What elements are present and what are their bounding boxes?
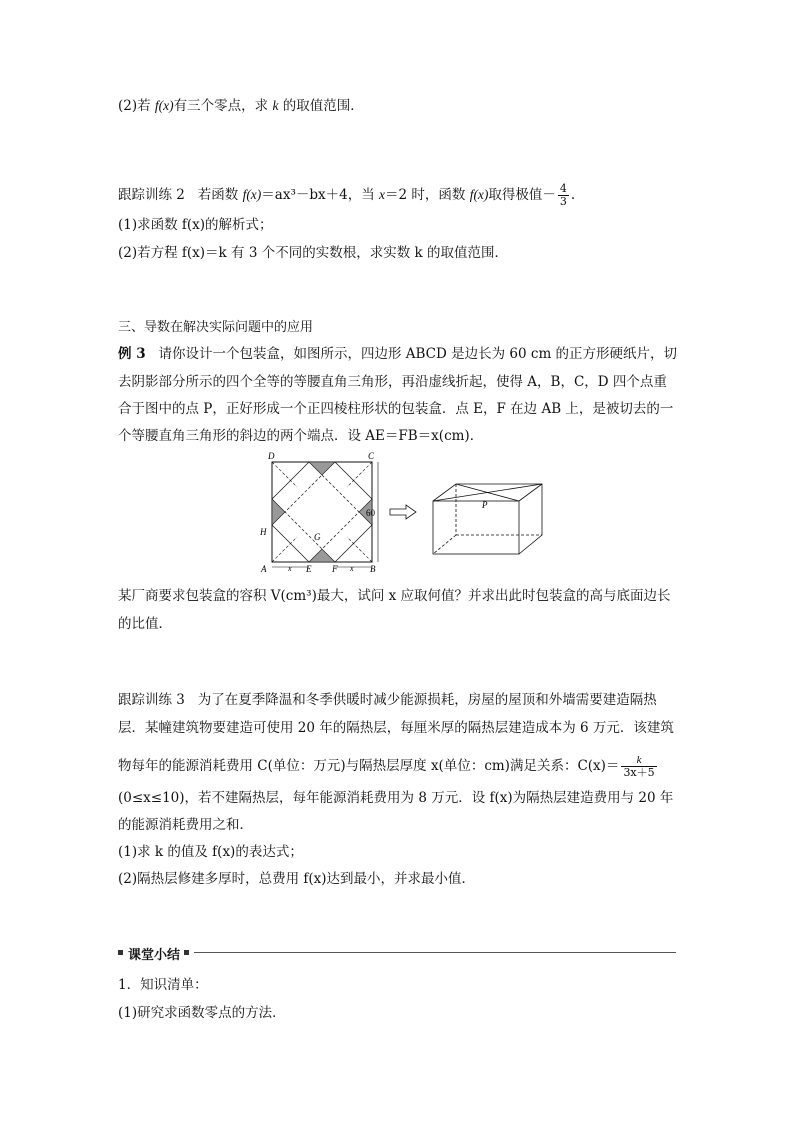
label-D: D (268, 451, 275, 461)
summary-title: 课堂小结 (128, 948, 181, 963)
example3-line3: 合于图中的点 P，正好形成一个正四棱柱形状的包装盒．点 E，F 在边 AB 上，是被切去的一 (118, 401, 674, 417)
label-A: A (261, 564, 267, 574)
fraction-four-thirds: $\frac{4}{3}$ (559, 182, 567, 208)
divider (194, 952, 676, 953)
fold-line-diamond (285, 475, 359, 549)
training2-statement: 跟踪训练 2 若函数 f(x)＝ax³－bx＋4，当 x＝2 时，函数 f(x)取得极值－ $\frac{4}{3}$ . (118, 182, 576, 208)
label-G: G (314, 532, 321, 542)
training3-line2: 层．某幢建筑物要建造可使用 20 年的隔热层，每厘米厚的隔热层建造成本为 6 万元．该建筑 (118, 720, 674, 736)
bullet-square-icon (184, 950, 189, 955)
box-folding-figure (250, 450, 550, 578)
training3-line3: 物每年的能源消耗费用 C(单位：万元)与隔热层厚度 x(单位：cm)满足关系：C(x)＝ $\frac{k}{3x+5}$ (118, 754, 655, 779)
training2-q1: (1)求函数 f(x)的解析式； (118, 217, 273, 233)
training2-label: 跟踪训练 2 (118, 187, 185, 203)
training3-q1: (1)求 k 的值及 f(x)的表达式； (118, 844, 303, 860)
shaded-triangle-top (309, 462, 335, 475)
example3-label: 例 3 (118, 346, 146, 362)
prism-box (433, 484, 542, 554)
section3-title: 三、导数在解决实际问题中的应用 (118, 320, 314, 335)
example3-after1: 某厂商要求包装盒的容积 V(cm³)最大，试问 x 应取何值？并求出此时包装盒的高与底面边长 (118, 588, 671, 604)
example3-after2: 的比值． (118, 616, 172, 632)
training3-label: 跟踪训练 3 (118, 692, 185, 708)
label-B: B (370, 564, 376, 574)
training3-line4: (0≤x≤10)，若不建隔热层，每年能源消耗费用为 8 万元．设 f(x)为隔热层建造费用与 20 年 (118, 790, 674, 806)
label-E: E (306, 564, 312, 574)
summary-item1: 1．知识清单： (118, 977, 208, 993)
training3-line1: 跟踪训练 3 为了在夏季降温和冬季供暖时减少能源损耗，房屋的屋顶和外墙需要建造隔热 (118, 692, 657, 708)
label-C: C (368, 451, 375, 461)
label-side-60: 60 (366, 508, 375, 518)
example3-line2: 去阴影部分所示的四个全等的等腰直角三角形，再沿虚线折起，使得 A，B，C，D 四个点重 (118, 374, 667, 390)
example3-line1: 例 3 请你设计一个包装盒，如图所示，四边形 ABCD 是边长为 60 cm 的正方形硬纸片，切 (118, 346, 678, 362)
training2-q2: (2)若方程 f(x)＝k 有 3 个不同的实数根，求实数 k 的取值范围． (118, 245, 508, 261)
summary-heading (118, 944, 676, 964)
label-F: F (332, 564, 338, 574)
label-x-left: x (288, 564, 292, 573)
arrow-icon (390, 505, 416, 519)
label-x-right: x (350, 564, 354, 573)
fraction-k-over-3x5: $\frac{k}{3x+5}$ (623, 754, 655, 779)
training3-line5: 的能源消耗费用之和． (118, 817, 253, 833)
training3-q2: (2)隔热层修建多厚时，总费用 f(x)达到最小，并求最小值． (118, 871, 476, 887)
label-P: P (482, 500, 488, 510)
example3-line4: 个等腰直角三角形的斜边的两个端点．设 AE＝FB＝x(cm)． (118, 428, 484, 444)
summary-item1a: (1)研究求函数零点的方法． (118, 1005, 286, 1021)
shaded-triangle-left (272, 499, 285, 525)
question-part2: (2)若 f(x)有三个零点，求 k 的取值范围． (118, 98, 364, 114)
shaded-triangle-bottom (309, 549, 335, 562)
bullet-square-icon (118, 950, 123, 955)
label-H: H (260, 527, 267, 537)
